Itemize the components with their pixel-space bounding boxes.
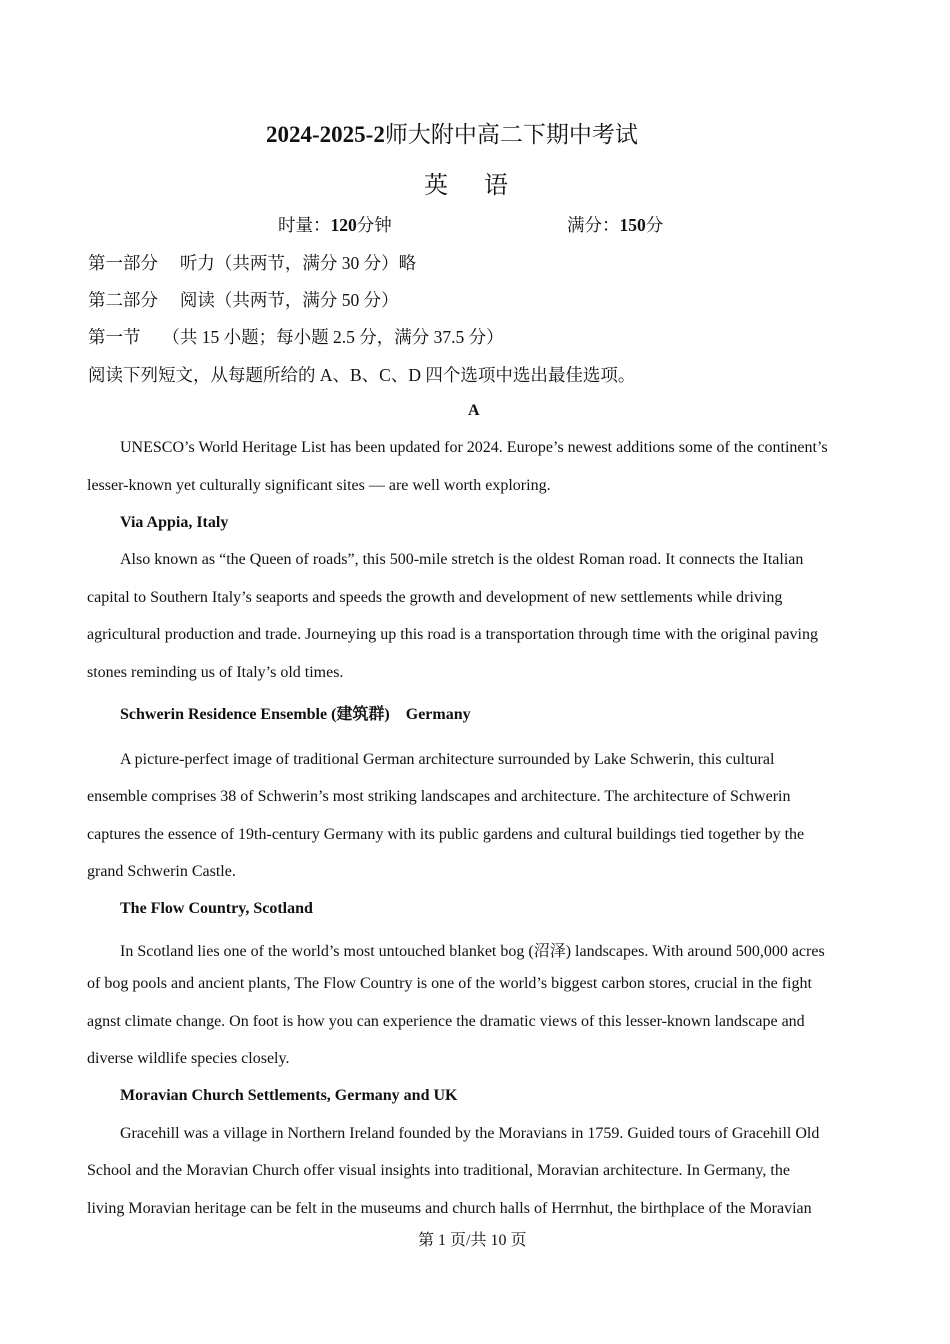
page-number: 第 1 页/共 10 页	[418, 1232, 527, 1249]
exam-title	[266, 116, 638, 149]
time-limit	[278, 212, 392, 237]
via-appia-line-2: capital to Southern Italy’s seaports and speeds the growth and development of new settlements while driving	[87, 589, 783, 606]
flow-country-line-2: of bog pools and ancient plants, The Flow Country is one of the world’s biggest carbon stores, crucial in the fight	[87, 975, 812, 992]
flow-country-line-1: In Scotland lies one of the world’s most untouched blanket bog (沼泽) landscapes. With around 500,000 acres	[120, 943, 825, 960]
score-label: 满分：	[567, 215, 620, 235]
instruction-line: 阅读下列短文，从每题所给的 A、B、C、D 四个选项中选出最佳选项。	[88, 365, 636, 385]
via-appia-line-3: agricultural production and trade. Journeying up this road is a transportation through time with the original paving	[87, 626, 818, 643]
intro-line-1: UNESCO’s World Heritage List has been updated for 2024. Europe’s newest additions some of the continent’s	[120, 439, 828, 456]
subject-heading: 英语	[424, 173, 544, 199]
via-appia-line-4: stones reminding us of Italy’s old times.	[87, 664, 344, 681]
section-one-heading: 第一节 （共 15 小题；每小题 2.5 分，满分 37.5 分）	[88, 327, 504, 347]
heading-flow-country: The Flow Country, Scotland	[120, 900, 313, 917]
schwerin-line-1: A picture-perfect image of traditional German architecture surrounded by Lake Schwerin, this cultural	[120, 751, 775, 768]
score-unit: 分	[645, 215, 664, 235]
full-score	[567, 212, 663, 237]
score-value: 150	[619, 215, 646, 235]
heading-via-appia: Via Appia, Italy	[120, 514, 229, 531]
exam-title-code: 2024-2025-2	[266, 122, 385, 147]
part-one-heading: 第一部分 听力（共两节，满分 30 分）略	[88, 253, 417, 273]
exam-title-text: 师大附中高二下期中考试	[384, 122, 638, 147]
schwerin-line-4: grand Schwerin Castle.	[87, 863, 236, 880]
intro-line-2: lesser-known yet culturally significant sites — are well worth exploring.	[87, 477, 551, 494]
moravian-line-2: School and the Moravian Church offer visual insights into traditional, Moravian architecture. In Germany, the	[87, 1162, 790, 1179]
part-two-heading: 第二部分 阅读（共两节，满分 50 分）	[88, 290, 399, 310]
schwerin-line-3: captures the essence of 19th-century Germany with its public gardens and cultural buildings tied together by the	[87, 826, 805, 843]
time-label: 时量：	[278, 215, 331, 235]
moravian-line-3: living Moravian heritage can be felt in the museums and church halls of Herrnhut, the birthplace of the Moravian	[87, 1200, 812, 1217]
flow-country-line-4: diverse wildlife species closely.	[87, 1050, 290, 1067]
heading-schwerin: Schwerin Residence Ensemble (建筑群) Germany	[120, 706, 471, 723]
time-value: 120	[330, 215, 357, 235]
passage-label: A	[468, 402, 480, 419]
time-unit: 分钟	[356, 215, 392, 235]
via-appia-line-1: Also known as “the Queen of roads”, this 500-mile stretch is the oldest Roman road. It connects the Italian	[120, 551, 804, 568]
flow-country-line-3: agnst climate change. On foot is how you can experience the dramatic views of this lesser-known landscape and	[87, 1013, 805, 1030]
schwerin-line-2: ensemble comprises 38 of Schwerin’s most striking landscapes and architecture. The architecture of Schwerin	[87, 788, 791, 805]
moravian-line-1: Gracehill was a village in Northern Ireland founded by the Moravians in 1759. Guided tours of Gracehill Old	[120, 1125, 820, 1142]
heading-moravian: Moravian Church Settlements, Germany and UK	[120, 1087, 458, 1104]
